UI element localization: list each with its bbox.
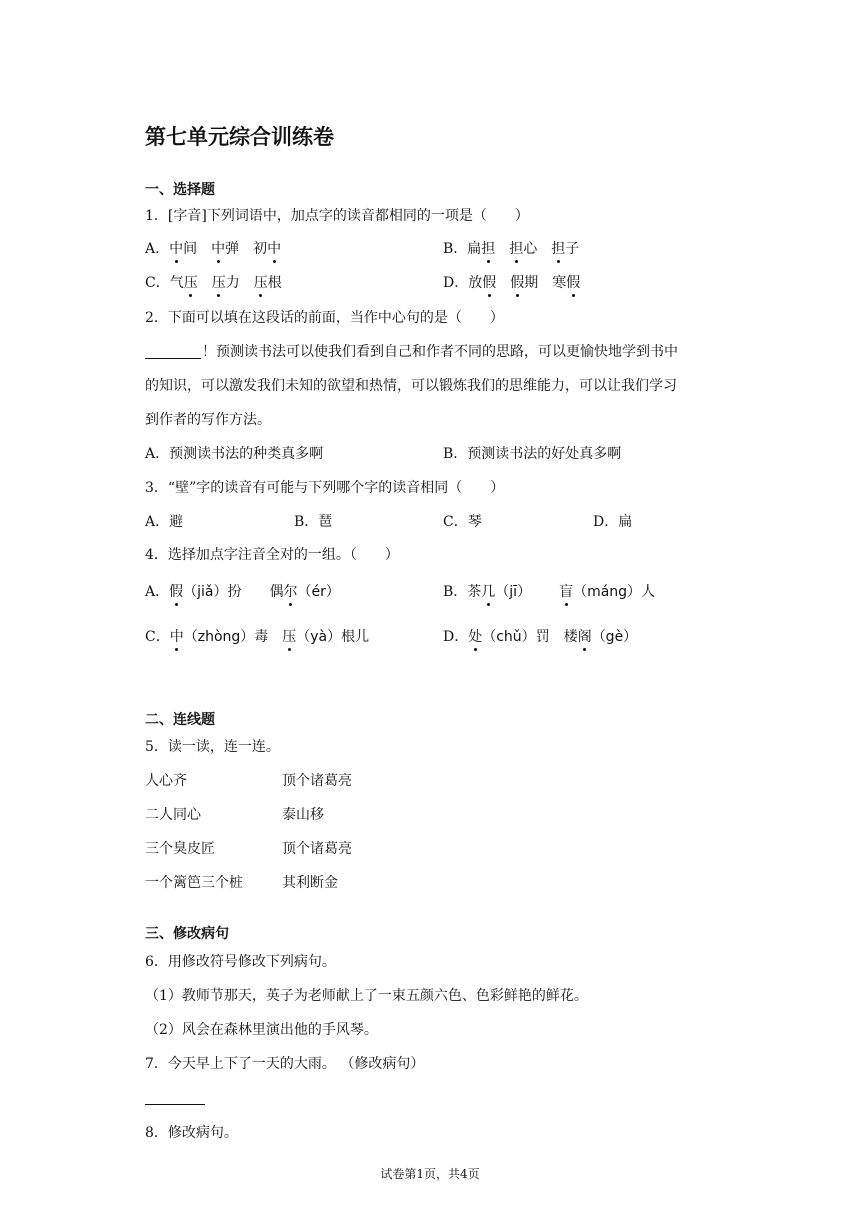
section-heading-choice: 一、选择题 [145, 182, 215, 198]
section-heading-correction: 三、修改病句 [145, 926, 229, 942]
q4-option-c: C．中（zhòng）毒 压（yà）根儿 [145, 629, 370, 645]
match-left-item[interactable]: 三个臭皮匠 [145, 841, 215, 857]
q3-option-d: D．扁 [593, 514, 633, 530]
q6-sentence-1: （1）教师节那天，英子为老师献上了一束五颜六色、色彩鲜艳的鲜花。 [145, 988, 588, 1004]
match-right-item[interactable]: 顶个诸葛亮 [282, 773, 352, 789]
question-1-stem: 1．[字音]下列词语中，加点字的读音都相同的一项是（ ） [145, 208, 529, 224]
match-right-item[interactable]: 其利断金 [282, 875, 338, 891]
q1-option-b: B．扁担 担心 担子 [443, 241, 580, 257]
answer-blank[interactable] [145, 358, 201, 359]
question-7-stem: 7．今天早上下了一天的大雨。 （修改病句） [145, 1056, 425, 1072]
q2-passage-line-3: 到作者的写作方法。 [145, 412, 271, 428]
section-heading-matching: 二、连线题 [145, 712, 215, 728]
q2-passage-line-1: ！预测读书法可以使我们看到自己和作者不同的思路，可以更愉快地学到书中 [202, 344, 678, 360]
question-2-stem: 2．下面可以填在这段话的前面，当作中心句的是（ ） [145, 310, 504, 326]
q2-passage-line-2: 的知识，可以激发我们未知的欲望和热情，可以锻炼我们的思维能力，可以让我们学习 [145, 378, 677, 394]
q3-option-b: B．琶 [294, 514, 333, 530]
match-right-item[interactable]: 泰山移 [282, 807, 324, 823]
question-5-stem: 5．读一读，连一连。 [145, 739, 280, 755]
q6-sentence-2: （2）风会在森林里演出他的手风琴。 [145, 1022, 378, 1038]
match-right-item[interactable]: 顶个诸葛亮 [282, 841, 352, 857]
question-4-stem: 4．选择加点字注音全对的一组。（ ） [145, 547, 399, 563]
match-left-item[interactable]: 一个篱笆三个桩 [145, 875, 243, 891]
match-left-item[interactable]: 二人同心 [145, 807, 201, 823]
q4-option-d: D．处（chǔ）罚 楼阁（gè） [443, 629, 638, 645]
page-footer: 试卷第1页，共4页 [380, 1167, 480, 1181]
q3-option-a: A．避 [145, 514, 184, 530]
answer-blank[interactable] [145, 1104, 205, 1105]
q2-option-b: B．预测读书法的好处真多啊 [443, 446, 622, 462]
q4-option-b: B．茶几（jī） 盲（máng）人 [443, 584, 656, 600]
q1-option-c: C．气压 压力 压根 [145, 275, 282, 291]
question-8-stem: 8．修改病句。 [145, 1125, 238, 1141]
q4-option-a: A．假（jiǎ）扮 偶尔（ér） [145, 584, 340, 600]
q1-option-d: D．放假 假期 寒假 [443, 275, 581, 291]
question-3-stem: 3．“壁”字的读音有可能与下列哪个字的读音相同（ ） [145, 480, 505, 496]
match-left-item[interactable]: 人心齐 [145, 773, 187, 789]
q2-option-a: A．预测读书法的种类真多啊 [145, 446, 324, 462]
page-title: 第七单元综合训练卷 [145, 125, 334, 149]
q3-option-c: C．琴 [443, 514, 482, 530]
question-6-stem: 6．用修改符号修改下列病句。 [145, 954, 336, 970]
q1-option-a: A．中间 中弹 初中 [145, 241, 282, 257]
